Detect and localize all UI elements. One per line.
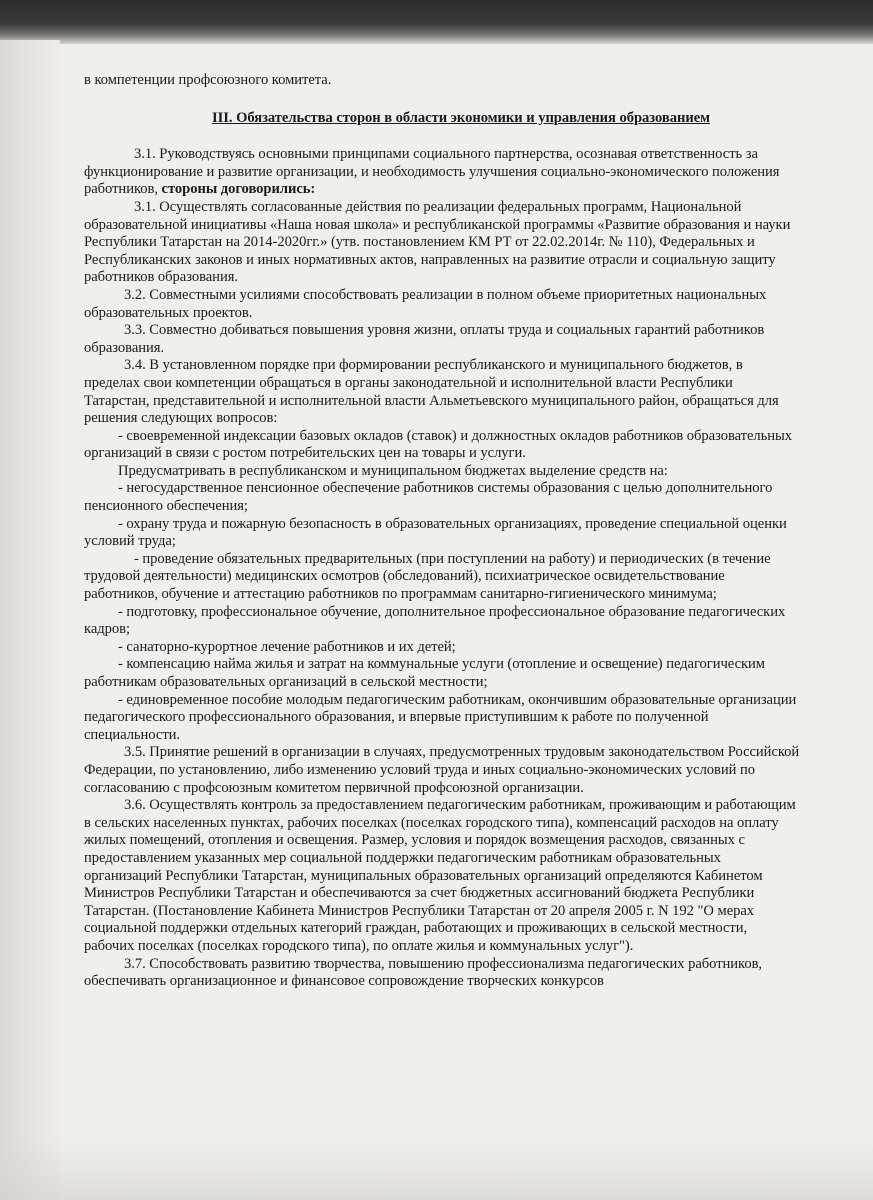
- paragraph-3-5: 3.5. Принятие решений в организации в случаях, предусмотренных трудовым законодательством Российской Федерации, по установлению, либо изменению условий труда и иных социально-экономических условий по согласованию с профсоюзным комитетом первичной профсоюзной организации.: [84, 744, 800, 796]
- paragraph-3-4: 3.4. В установленном порядке при формировании республиканского и муниципального бюджетов, в пределах свои компетенции обращаться в органы законодательной и исполнительной власти Республики Татарстан, представительной и исполнительной власти Альметьевского муниципального район, обращаться для решения следующих вопросов:: [84, 357, 779, 427]
- paragraph-3-6: 3.6. Осуществлять контроль за предоставлением педагогическим работникам, проживающим и работающим в сельских населенных пунктах, рабочих поселках (поселках городского типа), компенсаций расходов на оплату жилых помещений, отопления и освещения. Размер, условия и порядок возмещения расходов, связанных с предоставлением указанных мер социальной поддержки педагогическим работникам образовательных организаций Республики Татарстан, муниципальных образовательных организаций определяются Кабинетом Министров Республики Татарстан и обеспечиваются за счет бюджетных ассигнований бюджета Республики Татарстан. (Постановление Кабинета Министров Республики Татарстан от 20 апреля 2005 г. N 192 "О мерах социальной поддержки отдельных категорий граждан, работающих и проживающих в сельской местности, рабочих поселках (поселках городского типа), по оплате жилья и коммунальных услуг").: [84, 797, 796, 954]
- list-item-housing: - компенсацию найма жилья и затрат на коммунальные услуги (отопление и освещение) педагогическим работникам образовательных организаций в сельской местности;: [84, 656, 765, 690]
- list-item-sanatorium: - санаторно-курортное лечение работников и их детей;: [118, 638, 456, 655]
- list-item-pension: - негосударственное пенсионное обеспечение работников системы образования с целью дополнительного пенсионного обеспечения;: [84, 480, 773, 515]
- document-page: [84, 72, 800, 991]
- budget-provision-intro: Предусматривать в республиканском и муниципальном бюджетах выделение средств на:: [118, 462, 668, 479]
- paragraph-3-1: [84, 146, 800, 199]
- scan-shadow-bottom: [0, 1140, 873, 1200]
- list-item-allowance: - единовременное пособие молодым педагогическим работникам, окончившим образовательные организации педагогического профессионального образования, и впервые приступившим к работе по полученной специальности.: [84, 691, 797, 743]
- paragraph-3-1-sub: 3.1. Осуществлять согласованные действия по реализации федеральных программ, Национальной образовательной инициативы «Наша новая школа» и республиканской программы «Развитие образования и науки Республики Татарстан на 2014-2020гг.» (утв. постановлением КМ РТ от 22.02.2014г. № 110), Федеральных и Республиканских законов и иных нормативных актов, направленных на развитие отрасли и социальную защиту работников образования.: [84, 198, 791, 286]
- list-item-medical: - проведение обязательных предварительных (при поступлении на работу) и периодических (в течение трудовой деятельности) медицинских осмотров (обследований), психиатрическое освидетельствование работников, обучение и аттестацию работников по программам санитарно-гигиенического минимума;: [84, 550, 771, 603]
- paragraph-3-1-text: 3.1. Руководствуясь основными принципами социального партнерства, осознавая ответственность за функционирование и развитие организации, и необходимость улучшения социально-экономического положения работников,: [84, 146, 780, 198]
- list-item-indexation: - своевременной индексации базовых окладов (ставок) и должностных окладов работников образовательных организаций в связи с ростом потребительских цен на товары и услуги.: [84, 427, 793, 462]
- paragraph-3-7: 3.7. Способствовать развитию творчества, повышению профессионализма педагогических работников, обеспечивать организационное и финансовое сопровождение творческих конкурсов: [84, 955, 763, 990]
- paragraph-3-2: 3.2. Совместными усилиями способствовать реализации в полном объеме приоритетных национальных образовательных проектов.: [84, 286, 767, 321]
- list-item-training: - подготовку, профессиональное обучение, дополнительное профессиональное образование педагогических кадров;: [84, 603, 786, 638]
- scan-shadow-left: [0, 40, 60, 1200]
- paragraph-3-3: 3.3. Совместно добиваться повышения уровня жизни, оплаты труда и социальных гарантий работников образования.: [84, 322, 765, 356]
- scan-dark-edge-top: [0, 0, 873, 44]
- paragraph-3-1-bold: стороны договорились:: [161, 181, 316, 198]
- lead-line: в компетенции профсоюзного комитета.: [84, 72, 332, 88]
- section-heading: III. Обязательства сторон в области экономики и управления образованием: [211, 109, 711, 126]
- list-item-safety: - охрану труда и пожарную безопасность в образовательных организациях, проведение специальной оценки условий труда;: [84, 515, 787, 550]
